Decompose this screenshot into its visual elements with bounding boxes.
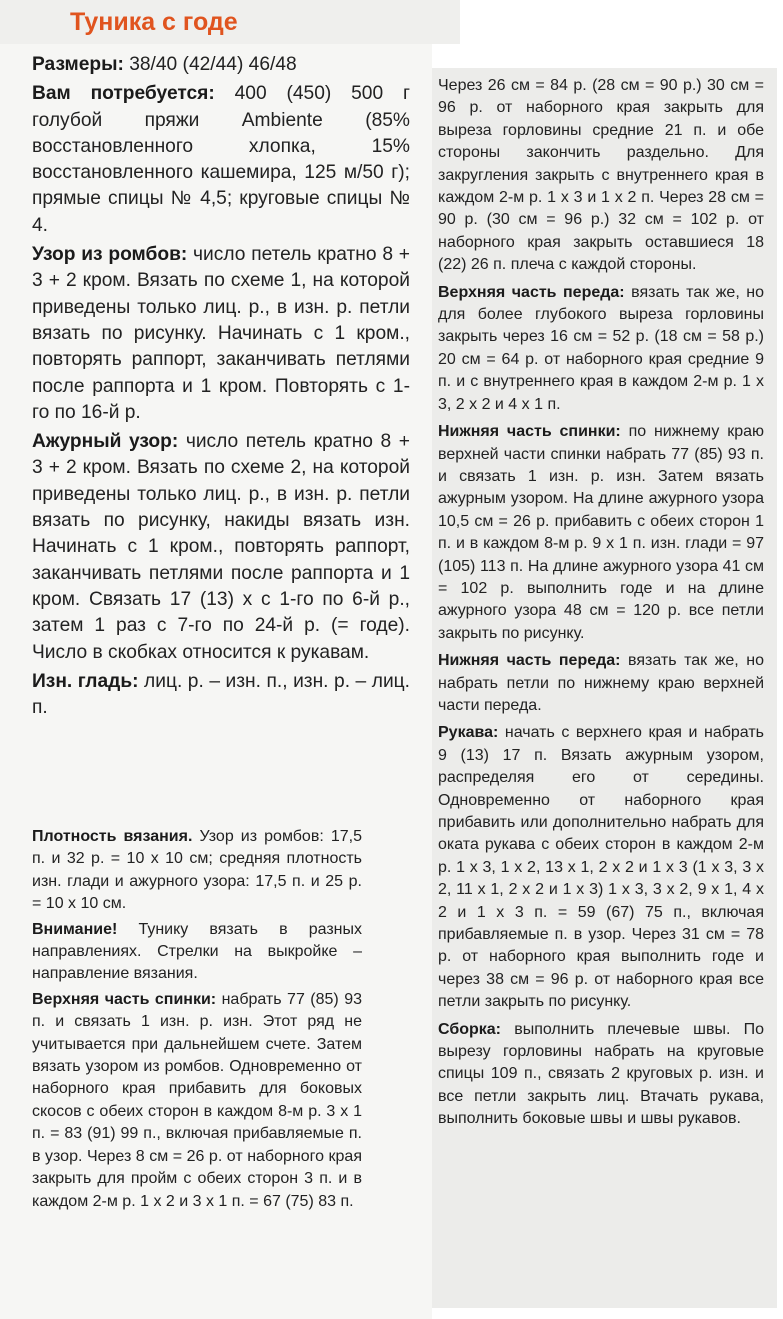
- right-paragraph: [438, 1019, 764, 1131]
- left-details-paragraph: [32, 826, 362, 916]
- section-heading: Верхняя часть переда:: [438, 283, 625, 301]
- section-heading: Нижняя часть спинки:: [438, 423, 621, 441]
- section-text: лиц. р. – изн. п., изн. р. – лиц. п.: [32, 670, 410, 719]
- section-text: по нижнему краю верхней части спинки набрать 77 (85) 93 п. и связать 1 изн. р. изн. Затем вязать ажурным узором. На длине ажурного узора 10,5 см = 26 р. прибавить с обеих сторон 1 п. и в каждом 8-м р. 9 х 1 п. изн. глади = 97 (105) 113 п. На длине ажурного узора 41 см = 102 р. выполнить годе и на длине ажурного узора 48 см = 120 р. все петли закрыть по рисунку.: [438, 423, 764, 642]
- left-column-main: [32, 52, 410, 724]
- section-heading: Плотность вязания.: [32, 828, 193, 845]
- section-text: выполнить плечевые швы. По вырезу горловины набрать на круговые спицы 109 п., связать 2 круговых р. изн. и все петли закрыть лиц. Втачать рукава, выполнить боковые швы и швы рукавов.: [438, 1020, 764, 1128]
- left-main-paragraph: [32, 429, 410, 666]
- section-heading: Изн. гладь:: [32, 670, 139, 692]
- section-heading: Верхняя часть спинки:: [32, 990, 217, 1008]
- left-main-paragraph: [32, 81, 410, 239]
- right-paragraph: [438, 722, 764, 1013]
- left-main-paragraph: [32, 52, 410, 78]
- section-heading: Сборка:: [438, 1020, 502, 1038]
- section-heading: Ажурный узор:: [32, 431, 179, 453]
- section-heading: Узор из ромбов:: [32, 244, 188, 266]
- section-heading: Нижняя часть переда:: [438, 652, 621, 670]
- section-heading: Вам потребуется:: [32, 83, 215, 105]
- right-paragraph: [438, 75, 764, 277]
- section-text: вязать так же, но для более глубокого выреза горловины закрыть через 16 см = 52 р. (18 см = 58 р.) 20 см = 64 р. от наборного края средние 9 п. и с внутреннего края в каждом 2-м р. 1 х 3, 2 х 2 и 4 х 1 п.: [438, 283, 765, 413]
- section-text: набрать 77 (85) 93 п. и связать 1 изн. р. изн. Этот ряд не учитывается при дальнейшем счете. Затем вязать узором из ромбов. Одновременно от наборного края прибавить для боковых скосов с обеих сторон в каждом 8-м р. 3 х 1 п. = 83 (91) 99 п., включая прибавляемые п. в узор. Через 8 см = 26 р. от наборного края закрыть для пройм с обеих сторон 3 п. и в каждом 2-м р. 1 х 2 и 3 х 1 п. = 67 (75) 83 п.: [32, 990, 362, 1210]
- right-paragraph: [438, 421, 764, 645]
- section-text: Через 26 см = 84 р. (28 см = 90 р.) 30 см = 96 р. от наборного края закрыть для выреза горловины средние 21 п. и обе стороны закончить раздельно. Для закругления закрыть с внутреннего края в каждом 2-м р. 1 х 3 и 1 х 2 п. Через 28 см = 90 р. (30 см = 96 р.) 32 см = 102 р. от наборного края закрыть оставшиеся 18 (22) 26 п. плеча с каждой стороны.: [438, 77, 764, 274]
- section-text: 400 (450) 500 г голубой пряжи Ambiente (85% восстановленного хлопка, 15% восстановленного кашемира, 125 м/50 г); прямые спицы № 4,5; круговые спицы № 4.: [32, 83, 410, 236]
- section-text: Узор из ромбов: 17,5 п. и 32 р. = 10 х 10 см; средняя плотность изн. глади и ажурного узора: 17,5 п. и 25 р. = 10 х 10 см.: [32, 828, 362, 913]
- left-column-details: [32, 826, 362, 1216]
- section-text: вязать так же, но набрать петли по нижнему краю верхней части переда.: [438, 652, 764, 714]
- left-details-paragraph: [32, 989, 362, 1213]
- section-text: число петель кратно 8 + 3 + 2 кром. Вязать по схеме 2, на которой приведены только лиц. р., в изн. р. петли вязать по рисунку, накиды вязать изн. Начинать с 1 кром., повторять раппорт, заканчивать петлями после раппорта и 1 кром. Связать 17 (13) х с 1-го по 6-й р., затем 1 раз с 7-го по 24-й р. (= годе). Число в скобках относится к рукавам.: [32, 431, 411, 663]
- section-heading: Рукава:: [438, 724, 499, 742]
- section-heading: Внимание!: [32, 920, 118, 938]
- section-heading: Размеры:: [32, 54, 124, 75]
- left-main-paragraph: [32, 669, 410, 722]
- right-paragraph: [438, 282, 764, 416]
- left-details-paragraph: [32, 919, 362, 986]
- right-column: [438, 75, 764, 1136]
- section-text: число петель кратно 8 + 3 + 2 кром. Вязать по схеме 1, на которой приведены только лиц. р., в изн. р. петли вязать по рисунку. Начинать с 1 кром., повторять раппорт, заканчивать петлями после раппорта и 1 кром. Повторять с 1-го по 16-й р.: [32, 244, 410, 423]
- right-paragraph: [438, 650, 764, 717]
- left-main-paragraph: [32, 242, 410, 426]
- section-text: 38/40 (42/44) 46/48: [123, 54, 297, 75]
- section-text: начать с верхнего края и набрать 9 (13) 17 п. Вязать ажурным узором, распределяя его от середины. Одновременно от наборного края прибавить или дополнительно набрать для оката рукава с обеих сторон в каждом 2-м р. 1 х 3, 1 х 2, 13 х 1, 2 х 2 и 1 х 3 (1 х 3, 3 х 2, 11 х 1, 2 х 2 и 1 х 3) 1 х 3, 3 х 2, 9 х 1, 4 х 2 и 1 х 3 п. = 59 (67) 75 п., включая прибавляемые п. в узор. Через 31 см = 78 р. от наборного края выполнить годе и через 38 см = 96 р. от наборного края все петли закрыть по рисунку.: [438, 724, 764, 1011]
- section-text: Тунику вязать в разных направлениях. Стрелки на выкройке – направление вязания.: [32, 920, 362, 983]
- page-title: Туника с годе: [70, 8, 238, 36]
